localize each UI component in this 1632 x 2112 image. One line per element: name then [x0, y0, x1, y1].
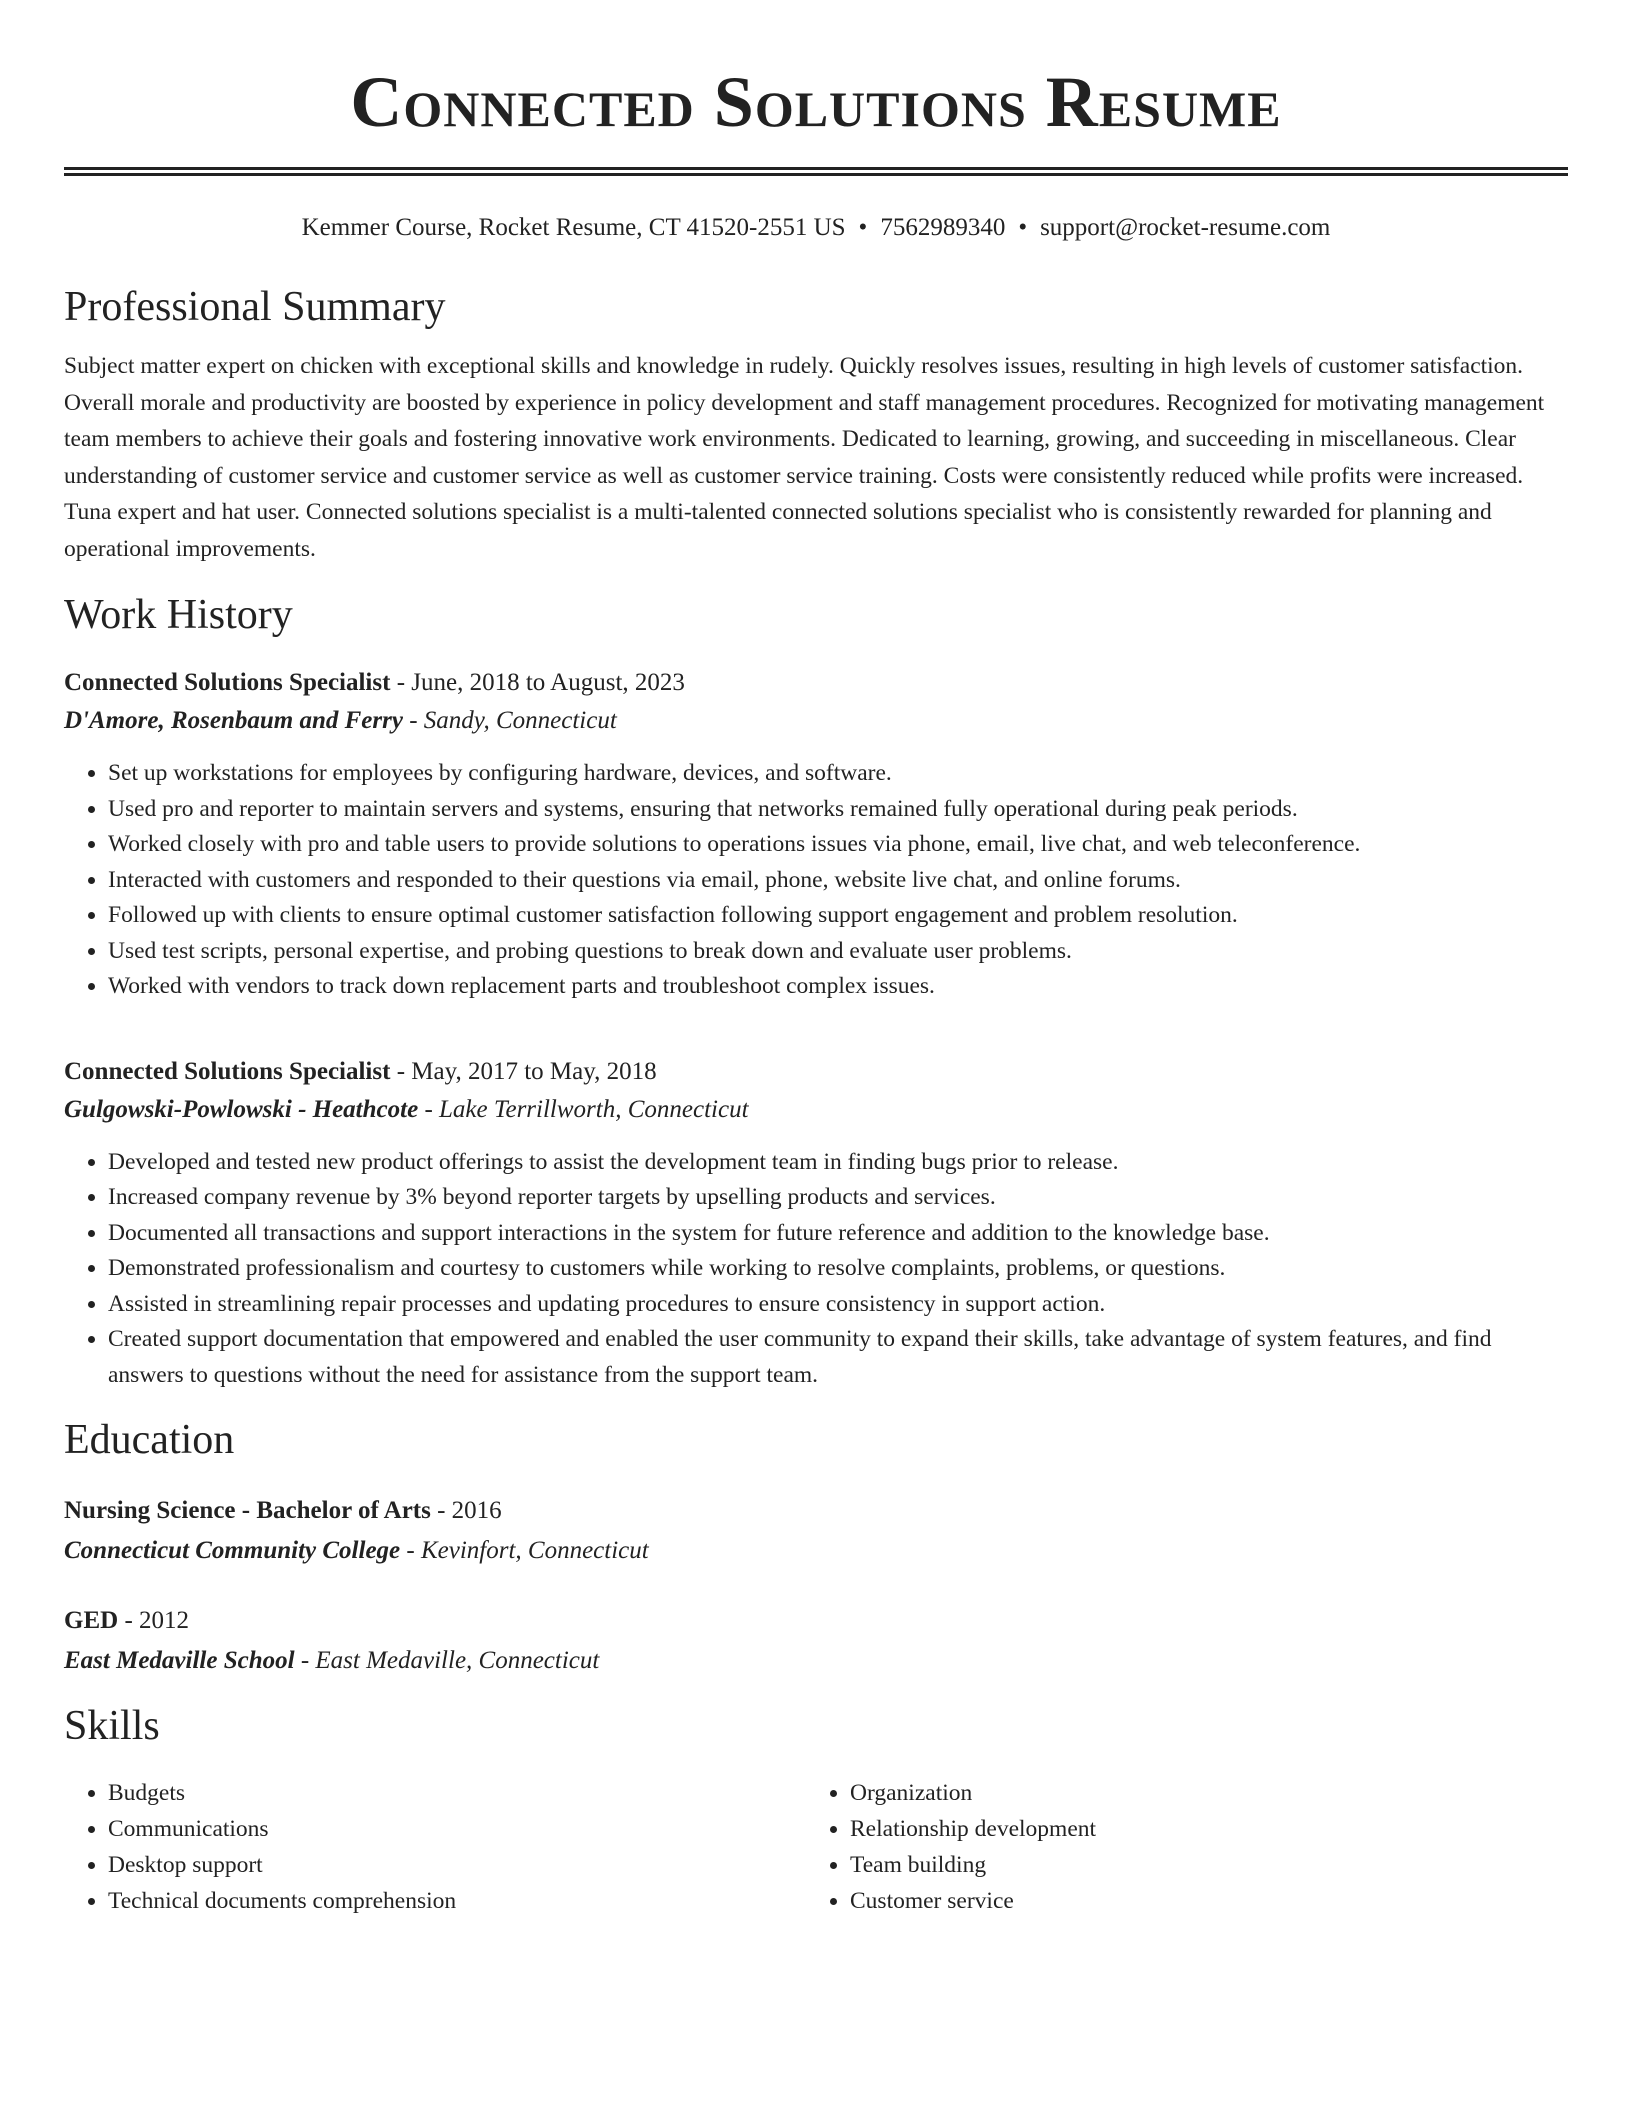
job-entry [64, 1053, 1568, 1394]
skill-item: • Technical documents comprehension [108, 1883, 806, 1919]
job-bullet: • Increased company revenue by 3% beyond reporter targets by upselling products and services. [108, 1180, 1568, 1216]
skill-item: • Customer service [850, 1883, 1548, 1919]
skills-column-right [806, 1775, 1548, 1919]
contact-separator: • [858, 214, 868, 241]
education-entry [64, 1601, 1568, 1681]
job-bullet: • Assisted in streamlining repair processes and updating procedures to ensure consistency in support action. [108, 1287, 1568, 1323]
job-bullet: • Developed and tested new product offerings to assist the development team in finding bugs prior to release. [108, 1145, 1568, 1181]
job-dates: - June, 2018 to August, 2023 [390, 669, 685, 696]
skills-heading: Skills [64, 1703, 160, 1749]
job-bullet: • Documented all transactions and support interactions in the system for future reference and addition to the knowledge base. [108, 1216, 1568, 1252]
school: Connecticut Community College [64, 1537, 401, 1564]
school-line [64, 1641, 1568, 1681]
job-title-line [64, 664, 1568, 702]
job-company: Gulgowski-Powlowski - Heathcote [64, 1095, 419, 1123]
summary-text: Subject matter expert on chicken with exceptional skills and knowledge in rudely. Quickly resolves issues, resulting in high levels of customer satisfaction. Overall morale and productivity are boosted by experience in policy development and staff management procedures. Recognized for motivating management team members to achieve their goals and fostering innovative work environments. Dedicated to learning, growing, and succeeding in miscellaneous. Clear understanding of customer service and customer service as well as customer service training. Costs were consistently reduced while profits were increased. Tuna expert and hat user. Connected solutions specialist is a multi-talented connected solutions specialist who is consistently rewarded for planning and operational improvements. [64, 353, 1545, 562]
degree: GED [64, 1607, 119, 1634]
degree: Nursing Science - Bachelor of Arts [64, 1497, 431, 1524]
skill-item: • Team building [850, 1847, 1548, 1883]
school: East Medaville School [64, 1647, 295, 1674]
job-dates: - May, 2017 to May, 2018 [390, 1057, 657, 1085]
job-title-line [64, 1053, 1568, 1091]
skill-item: • Desktop support [108, 1847, 806, 1883]
job-bullet: • Followed up with clients to ensure optimal customer satisfaction following support engagement and problem resolution. [108, 898, 1568, 934]
job-bullets [64, 756, 1568, 1005]
summary-heading: Professional Summary [64, 284, 446, 330]
education-heading: Education [64, 1417, 235, 1463]
job-location: - Sandy, Connecticut [402, 707, 617, 734]
job-bullet: • Demonstrated professionalism and courtesy to customers while working to resolve complaints, problems, or questions. [108, 1251, 1568, 1287]
job-bullet: • Used pro and reporter to maintain servers and systems, ensuring that networks remained fully operational during peak periods. [108, 792, 1568, 828]
job-entry [64, 664, 1568, 1005]
job-bullets [64, 1145, 1568, 1394]
contact-line [64, 212, 1568, 244]
degree-line [64, 1491, 1568, 1531]
skill-item: • Budgets [108, 1775, 806, 1811]
job-company: D'Amore, Rosenbaum and Ferry [64, 707, 403, 734]
contact-address: Kemmer Course, Rocket Resume, CT 41520-2551 US [301, 214, 846, 241]
school-line [64, 1531, 1568, 1571]
education-entry [64, 1491, 1568, 1571]
contact-separator: • [1018, 214, 1028, 241]
job-company-line [64, 702, 1568, 740]
school-location: - Kevinfort, Connecticut [400, 1537, 649, 1564]
work-history-heading: Work History [64, 592, 293, 638]
contact-phone: 7562989340 [880, 214, 1006, 241]
title-double-rule [64, 167, 1568, 176]
degree-year: - 2016 [430, 1497, 502, 1524]
job-bullet: • Interacted with customers and responded to their questions via email, phone, website live chat, and online forums. [108, 863, 1568, 899]
job-company-line [64, 1091, 1568, 1129]
job-title: Connected Solutions Specialist [64, 1057, 391, 1085]
skills-column-left [64, 1775, 806, 1919]
job-title: Connected Solutions Specialist [64, 669, 391, 696]
resume-title: Connected Solutions Resume [350, 62, 1282, 142]
job-location: - Lake Terrillworth, Connecticut [418, 1095, 749, 1123]
job-bullet: • Worked with vendors to track down replacement parts and troubleshoot complex issues. [108, 969, 1568, 1005]
skill-item: • Relationship development [850, 1811, 1548, 1847]
job-bullet: • Set up workstations for employees by configuring hardware, devices, and software. [108, 756, 1568, 792]
skill-item: • Communications [108, 1811, 806, 1847]
school-location: - East Medaville, Connecticut [294, 1647, 600, 1674]
degree-year: - 2012 [118, 1607, 190, 1634]
job-bullet: • Created support documentation that empowered and enabled the user community to expand their skills, take advantage of system features, and find answers to questions without the need for assistance from the support team. [108, 1322, 1568, 1393]
job-bullet: • Used test scripts, personal expertise, and probing questions to break down and evaluate user problems. [108, 934, 1568, 970]
job-bullet: • Worked closely with pro and table users to provide solutions to operations issues via phone, email, live chat, and web teleconference. [108, 827, 1568, 863]
skills-grid [64, 1775, 1568, 1919]
degree-line [64, 1601, 1568, 1641]
contact-email: support@rocket-resume.com [1040, 214, 1331, 241]
skill-item: • Organization [850, 1775, 1548, 1811]
